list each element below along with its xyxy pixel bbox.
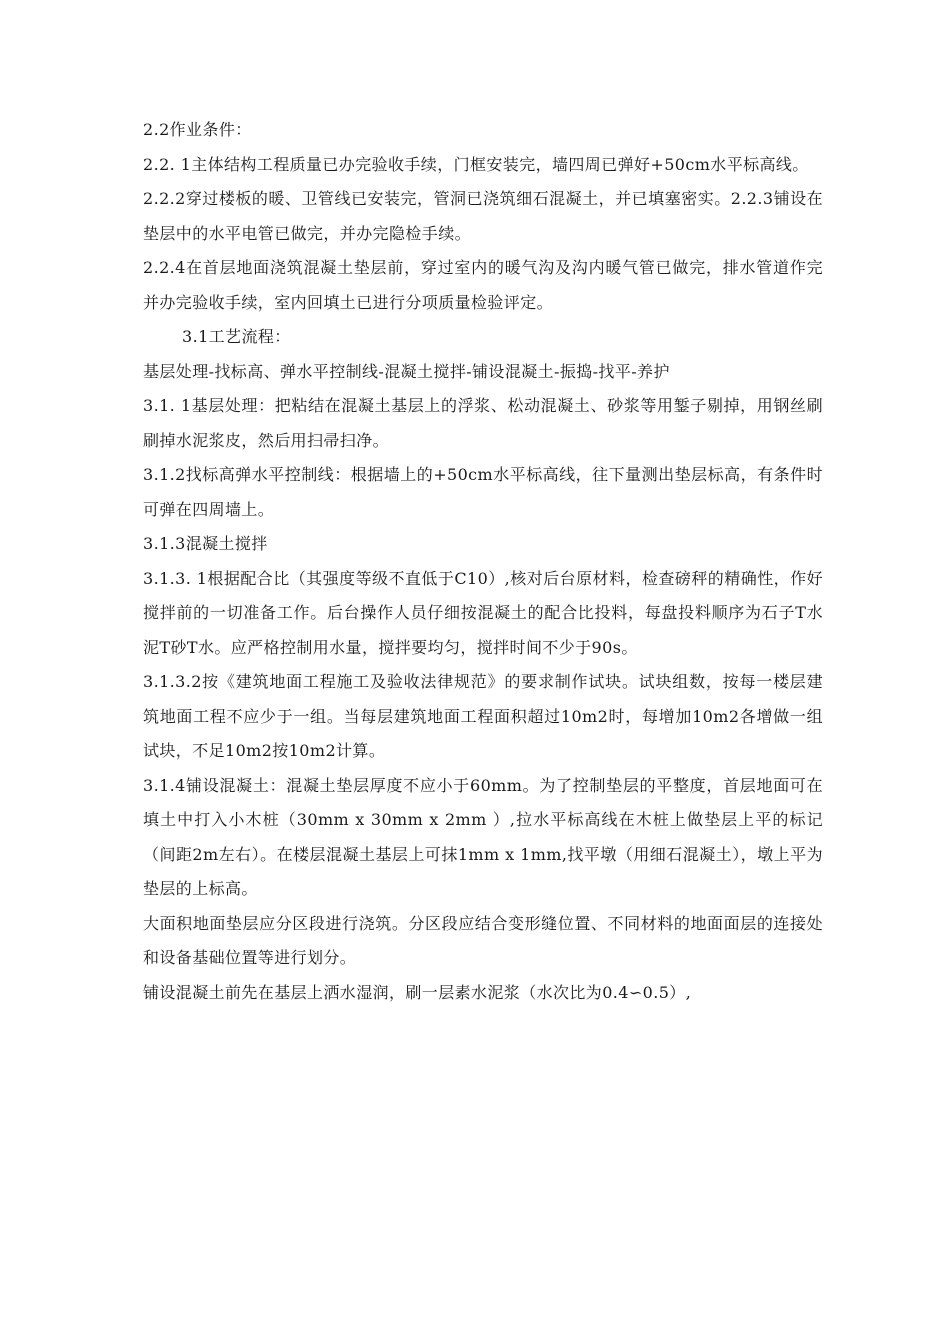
heading-3-1: 3.1工艺流程： xyxy=(182,327,291,346)
paragraph-zoning: 大面积地面垫层应分区段进行浇筑。分区段应结合变形缝位置、不同材料的地面面层的连接处和设备基础位置等进行划分。 xyxy=(143,913,823,967)
paragraph-3-1-3-1: 3.1.3. 1根据配合比（其强度等级不直低于C10）,核对后台原材料，检查磅秤的精确性，作好搅拌前的一切准备工作。后台操作人员仔细按混凝土的配合比投料，每盘投料顺序为石子T水泥T砂T水。应严格控制用水量，搅拌要均匀，搅拌时间不少于90s。 xyxy=(143,568,823,657)
paragraph-2-2-2: 2.2.2穿过楼板的暖、卫管线已安装完，管洞已浇筑细石混凝土，并已填塞密实。2.2.3铺设在垫层中的水平电管已做完，并办完隐检手续。 xyxy=(143,189,823,243)
paragraph-2-2-1: 2.2. 1主体结构工程质量已办完验收手续，门框安装完，墙四周已弹好+50cm水平标高线。 xyxy=(143,154,809,174)
document-body xyxy=(143,113,823,1010)
paragraph-3-1-4: 3.1.4铺设混凝土：混凝土垫层厚度不应小于60mm。为了控制垫层的平整度，首层地面可在填土中打入小木桩（30mm x 30mm x 2mm ）,拉水平标高线在木桩上做垫层上平的标记（间距2m左右）。在楼层混凝土基层上可抹1mm x 1mm,找平墩（用细石混凝土），墩上平为垫层的上标高。 xyxy=(143,775,823,898)
paragraph-3-1-3-2: 3.1.3.2按《建筑地面工程施工及验收法律规范》的要求制作试块。试块组数，按每一楼层建筑地面工程不应少于一组。当每层建筑地面工程面积超过10m2时，每增加10m2各增做一组试块，不足10m2按10m2计算。 xyxy=(143,672,823,760)
heading-2-2: 2.2作业条件： xyxy=(143,120,252,139)
process-flow: 基层处理-找标高、弹水平控制线-混凝土搅拌-铺设混凝土-振捣-找平-养护 xyxy=(143,361,670,381)
heading-3-1-3: 3.1.3混凝土搅拌 xyxy=(143,534,268,553)
paragraph-3-1-2: 3.1.2找标高弹水平控制线：根据墙上的+50cm水平标高线，往下量测出垫层标高，有条件时可弹在四周墙上。 xyxy=(143,465,823,519)
paragraph-2-2-4: 2.2.4在首层地面浇筑混凝土垫层前，穿过室内的暖气沟及沟内暖气管已做完，排水管道作完并办完验收手续，室内回填土已进行分项质量检验评定。 xyxy=(143,258,823,312)
paragraph-wetting: 铺设混凝土前先在基层上洒水湿润，刷一层素水泥浆（水次比为0.4∽0.5）, xyxy=(143,982,692,1002)
paragraph-3-1-1: 3.1. 1基层处理：把粘结在混凝土基层上的浮浆、松动混凝土、砂浆等用錾子剔掉，用钢丝刷刷掉水泥浆皮，然后用扫帚扫净。 xyxy=(143,396,823,450)
